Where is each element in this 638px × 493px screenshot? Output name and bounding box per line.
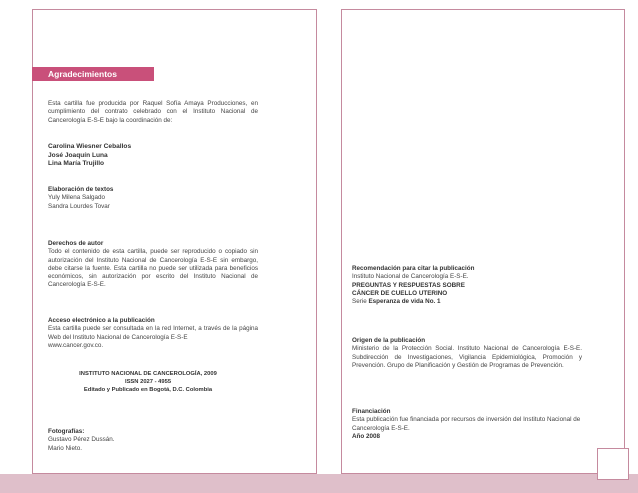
corner-decorative-box <box>597 448 629 480</box>
citation-line: Instituto Nacional de Cancerología E-S-E. <box>352 273 469 281</box>
coordinator-name: Carolina Wiesner Ceballos <box>48 143 132 150</box>
photo-credit: Gustavo Pérez Dussán. <box>48 436 115 444</box>
right-page-frame <box>341 9 625 474</box>
citation-title: Recomendación para citar la publicación <box>352 265 475 272</box>
publication-year: Año 2008 <box>352 432 380 440</box>
funding-section <box>352 408 582 441</box>
rights-section <box>48 240 258 290</box>
citation-series-name: Esperanza de vida No. 1 <box>368 298 441 306</box>
texts-title: Elaboración de textos <box>48 186 114 193</box>
coordinator-name: José Joaquín Luna <box>48 151 108 159</box>
funding-title: Financiación <box>352 408 391 415</box>
imprint-block <box>58 370 238 394</box>
citation-series <box>352 298 582 306</box>
citation-series-prefix: Serie <box>352 298 367 306</box>
photos-title: Fotografías: <box>48 428 85 435</box>
origin-title: Origen de la publicación <box>352 337 426 344</box>
texts-section <box>48 186 248 211</box>
access-section <box>48 317 258 350</box>
photos-section <box>48 428 248 453</box>
texts-author: Sandra Lourdes Tovar <box>48 202 110 210</box>
citation-section <box>352 265 582 306</box>
intro-text: Esta cartilla fue producida por Raquel Sofía Amaya Producciones, en cumplimiento del contrato celebrado con el Instituto Nacional de Cancerología E-S-E bajo la coordinación de: <box>48 100 258 124</box>
citation-line: CÁNCER DE CUELLO UTERINO <box>352 289 448 297</box>
photo-credit: Mario Nieto. <box>48 444 82 452</box>
rights-title: Derechos de autor <box>48 240 104 247</box>
citation-line: PREGUNTAS Y RESPUESTAS SOBRE <box>352 281 465 289</box>
imprint-line: Editado y Publicado en Bogotá, D.C. Colombia <box>83 387 213 393</box>
rights-body: Todo el contenido de esta cartilla, puede ser reproducido o copiado sin autorización del Instituto Nacional de Cancerología E-S-E sin embargo, debe citarse la fuente. Esta cartilla no puede ser utilizada para beneficios económicos, sin autorización por escrito del Instituto Nacional de Cancerología E-S-E. <box>48 248 258 289</box>
origin-section <box>352 337 582 370</box>
funding-body: Esta publicación fue financiada por recursos de inversión del Instituto Nacional de Cancerología E-S-E. <box>352 416 581 432</box>
origin-body: Ministerio de la Protección Social. Instituto Nacional de Cancerología E-S-E. Subdirección de Investigaciones, Vigilancia Epidemiológica, Promoción y Prevención. Grupo de Planificación y Gestión de Programas de Prevención. <box>352 345 582 369</box>
access-body: Esta cartilla puede ser consultada en la red Internet, a través de la página Web del Instituto Nacional de Cancerología E-S-E <box>48 325 258 341</box>
imprint-line: INSTITUTO NACIONAL DE CANCEROLOGÍA, 2009 <box>79 371 217 377</box>
acknowledgements-header: Agradecimientos <box>32 67 154 81</box>
access-url: www.cancer.gov.co. <box>48 341 104 349</box>
access-title: Acceso electrónico a la publicación <box>48 317 155 324</box>
coordinators-list <box>48 143 248 169</box>
coordinator-name: Lina María Trujillo <box>48 160 105 168</box>
texts-author: Yuly Milena Salgado <box>48 194 106 202</box>
imprint-line: ISSN 2027 - 4955 <box>124 379 172 385</box>
bottom-decorative-band <box>0 474 638 493</box>
